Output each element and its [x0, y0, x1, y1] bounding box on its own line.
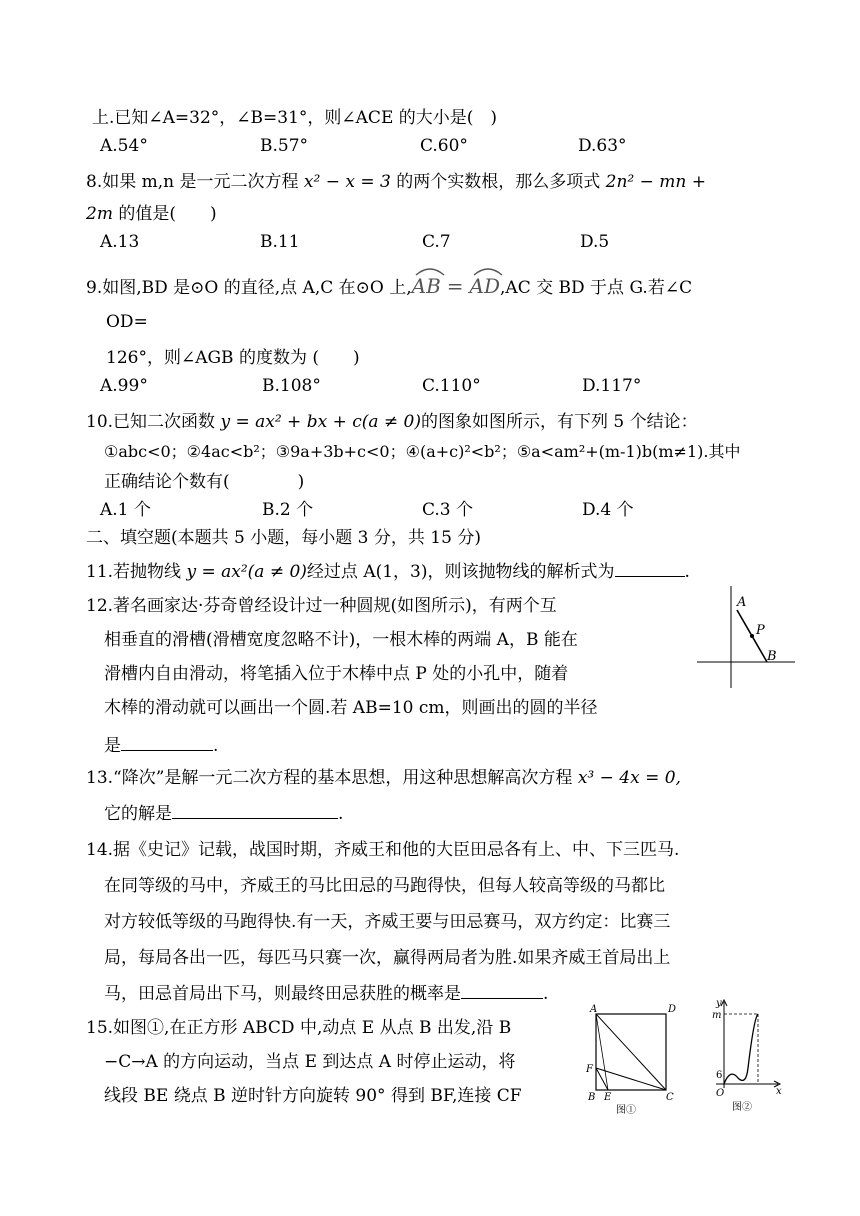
q15-fig1-label-d: D: [668, 1004, 676, 1015]
q14-line1: 14.据《史记》记载，战国时期，齐威王和他的大臣田忌各有上、中、下三匹马.: [86, 840, 680, 860]
q11-end: .: [684, 562, 690, 582]
q9-line1: [86, 274, 692, 300]
q8-line2: [86, 202, 217, 226]
q12-answer-blank[interactable]: [121, 732, 213, 751]
q15-fig1-label-e: E: [604, 1092, 612, 1103]
q14-end: .: [543, 984, 549, 1004]
q15-line3: 线段 BE 绕点 B 逆时针方向旋转 90° 得到 BF,连接 CF: [104, 1086, 522, 1106]
q10-option-c: C.3 个: [422, 500, 474, 520]
q15-fig1-label-a: A: [590, 1004, 598, 1015]
q11-text-pre: 11.若抛物线: [86, 562, 187, 582]
q12-line3: 滑槽内自由滑动，将笔插入位于木棒中点 P 处的小孔中，随着: [104, 664, 569, 684]
q15-fig1-label-b: B: [588, 1092, 596, 1103]
q13-equation: x³ − 4x = 0,: [577, 768, 681, 788]
q15-fig1-label-c: C: [666, 1092, 674, 1103]
q8-polynomial: 2n² − mn +: [605, 172, 706, 192]
q14-text-end: 马，田忌首局出下马，则最终田忌获胜的概率是: [104, 984, 461, 1004]
q15-fig2-caption: 图②: [732, 1102, 752, 1113]
q11-line: [86, 558, 690, 584]
q10-line3: 正确结论个数有( ): [104, 472, 305, 492]
arc-icon: [414, 266, 446, 276]
q9-options: [100, 374, 700, 398]
q15-square-figure: [584, 1000, 676, 1116]
q9-arc-ab: AB: [412, 274, 441, 298]
q12-label-p: P: [756, 623, 765, 638]
q15-fig2-label-x: x: [776, 1086, 782, 1097]
q14-line3: 对方较低等级的马跑得快.有一天，齐威王要与田忌赛马，双方约定：比赛三: [104, 912, 671, 932]
q12-line1: 12.著名画家达·芬奇曾经设计过一种圆规(如图所示)，有两个互: [86, 596, 557, 616]
q8-option-a: A.13: [100, 232, 140, 252]
q9-arc-equation: [412, 274, 500, 298]
q8-equation: x² − x = 3: [303, 172, 391, 192]
q13-text-solution: 它的解是: [104, 804, 172, 824]
q8-text-mid: 的两个实数根，那么多项式: [390, 172, 606, 192]
q13-line1: [86, 766, 681, 790]
q7-option-b: B.57°: [260, 136, 309, 156]
q9-option-d: D.117°: [582, 376, 642, 396]
q11-equation: y = ax²(a ≠ 0): [186, 562, 307, 582]
q8-text-post: 的值是( ): [112, 204, 217, 224]
q10-option-d: D.4 个: [582, 500, 634, 520]
q11-answer-blank[interactable]: [615, 558, 685, 577]
q14-line5: [104, 980, 548, 1006]
q9-text-post: ,AC 交 BD 于点 G.若∠C: [500, 278, 693, 298]
q15-fig2-label-o: O: [716, 1088, 725, 1099]
q8-polynomial-cont: 2m: [86, 204, 113, 224]
q11-text-post: 经过点 A(1，3)，则该抛物线的解析式为: [306, 562, 615, 582]
q9-arc-eq-sign: =: [446, 274, 464, 298]
q15-graph-figure: [702, 998, 786, 1116]
q7-option-d: D.63°: [578, 136, 627, 156]
section-heading: 二、填空题(本题共 5 小题，每小题 3 分，共 15 分): [86, 528, 481, 548]
q13-end: .: [338, 804, 344, 824]
q13-line2: [104, 800, 343, 826]
q10-options: [100, 498, 700, 522]
q14-answer-blank[interactable]: [461, 980, 543, 999]
q8-line1: [86, 170, 706, 194]
q14-line4: 局，每局各出一匹，每匹马只赛一次，赢得两局者为胜.如果齐威王首局出上: [104, 948, 671, 968]
q7-continuation: 上.已知∠A=32°，∠B=31°，则∠ACE 的大小是( ): [92, 108, 498, 128]
q12-line4: 木棒的滑动就可以画出一个圆.若 AB=10 cm，则画出的圆的半径: [104, 698, 598, 718]
q12-end: .: [213, 736, 219, 756]
q8-option-d: D.5: [580, 232, 610, 252]
q9-option-a: A.99°: [100, 376, 148, 396]
q10-equation: y = ax² + bx + c(a ≠ 0): [220, 412, 422, 432]
q8-text-pre: 8.如果 m,n 是一元二次方程: [86, 172, 304, 192]
q9-line2: OD=: [106, 312, 148, 332]
q12-line2: 相垂直的滑槽(滑槽宽度忽略不计)，一根木棒的两端 A，B 能在: [104, 630, 578, 650]
q10-option-a: A.1 个: [100, 500, 151, 520]
q7-option-a: A.54°: [100, 136, 148, 156]
q9-arc-ad: AD: [470, 274, 500, 298]
arc-icon: [472, 266, 504, 276]
q12-point-p: [750, 634, 754, 638]
q10-line1: [86, 410, 698, 434]
q12-label-b: B: [767, 649, 777, 664]
q13-text-pre: 13.“降次”是解一元二次方程的基本思想，用这种思想解高次方程: [86, 768, 578, 788]
q12-line5: [104, 732, 218, 758]
q12-label-a: A: [737, 595, 747, 610]
q10-text-post: 的图象如图所示，有下列 5 个结论：: [421, 412, 698, 432]
q7-option-c: C.60°: [420, 136, 468, 156]
q12-text-end: 是: [104, 736, 121, 756]
q15-fig2-label-y: y: [716, 998, 722, 1009]
q15-line2: −C→A 的方向运动，当点 E 到达点 A 时停止运动，将: [104, 1052, 516, 1072]
q15-line1: 15.如图①,在正方形 ABCD 中,动点 E 从点 B 出发,沿 B: [86, 1018, 512, 1038]
q12-compass-figure: [695, 584, 797, 692]
q9-text-pre: 9.如图,BD 是⊙O 的直径,点 A,C 在⊙O 上,: [86, 278, 412, 298]
q14-line2: 在同等级的马中，齐威王的马比田忌的马跑得快，但每人较高等级的马都比: [104, 876, 665, 896]
q15-fig2-label-six: 6: [716, 1070, 723, 1081]
q13-answer-blank[interactable]: [172, 800, 338, 819]
q8-option-b: B.11: [260, 232, 300, 252]
q8-option-c: C.7: [422, 232, 451, 252]
q9-line3: 126°，则∠AGB 的度数为 ( ): [106, 348, 360, 368]
q7-options: [100, 134, 700, 158]
q15-fig2-label-m: m: [712, 1010, 722, 1021]
q15-fig1-label-f: F: [586, 1064, 593, 1075]
q15-fig1-caption: 图①: [616, 1105, 636, 1116]
q9-option-b: B.108°: [262, 376, 321, 396]
q10-text-pre: 10.已知二次函数: [86, 412, 221, 432]
q8-options: [100, 230, 700, 254]
q10-option-b: B.2 个: [262, 500, 314, 520]
q9-option-c: C.110°: [422, 376, 481, 396]
q10-line2: ①abc<0；②4ac<b²；③9a+3b+c<0；④(a+c)²<b²；⑤a<am²+(m-1)b(m≠1).其中: [104, 442, 741, 461]
